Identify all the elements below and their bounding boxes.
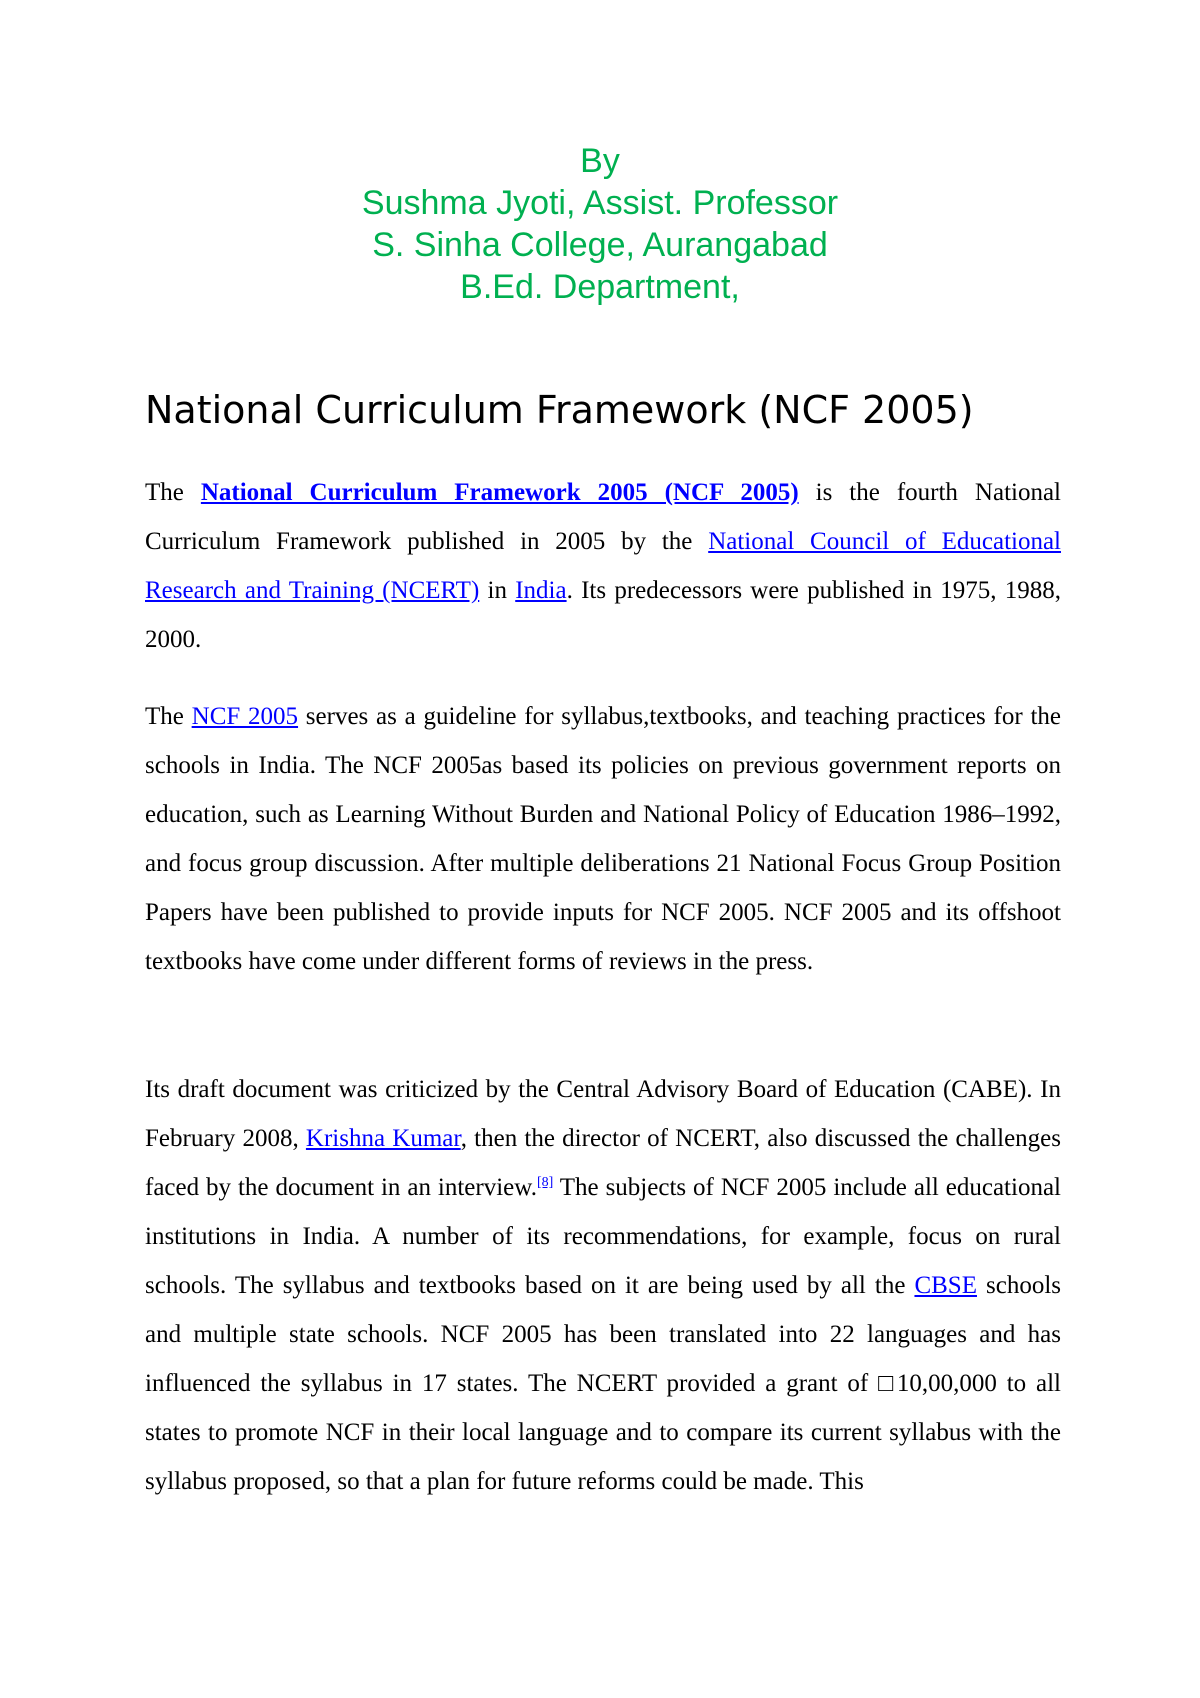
paragraph-text: is the fourth National Curriculum Framework published in 2005 by the [145, 479, 1062, 555]
paragraph-text: The [145, 479, 201, 506]
paragraph-text: The subjects of NCF 2005 include all educational institutions in India. A number of its recommendations, for example, focus on rural schools. The syllabus and textbooks based on it are being used by all the [145, 1174, 1061, 1299]
paragraph-intro [145, 468, 1061, 664]
paragraph-criticism [145, 1065, 1061, 1506]
author-byline [0, 140, 1200, 308]
paragraph-text: . Its predecessors were published in 1975, 1988, 2000. [145, 577, 1061, 653]
paragraph-text: Its draft document was criticized by the Central Advisory Board of Education (CABE). In February 2008, [145, 1076, 1061, 1152]
link-ncert[interactable]: National Council of Educational Research and Training (NCERT) [145, 528, 1061, 604]
paragraph-guideline [145, 692, 1061, 986]
paragraph-text: The [145, 703, 192, 730]
byline-college: S. Sinha College, Aurangabad [372, 226, 828, 264]
byline-by: By [580, 142, 620, 180]
paragraph-text: , then the director of NCERT, also discussed the challenges faced by the document in an interview. [145, 1125, 1061, 1201]
byline-author: Sushma Jyoti, Assist. Professor [361, 184, 839, 222]
link-india[interactable]: India [515, 577, 567, 604]
footnote-ref [537, 1167, 553, 1191]
paragraph-text: schools and multiple state schools. NCF 2005 has been translated into 22 languages and has influenced the syllabus in 17 states. The NCERT provided a grant of □10,00,000 to all states to promote NCF in their local language and to compare its current syllabus with the syllabus proposed, so that a plan for future reforms could be made. This [145, 1272, 1062, 1495]
link-krishna-kumar[interactable]: Krishna Kumar [305, 1125, 461, 1152]
paragraph-text: in [479, 577, 516, 604]
byline-department: B.Ed. Department, [460, 268, 740, 306]
footnote-link-8[interactable]: [8] [536, 1174, 554, 1190]
paragraph-text: serves as a guideline for syllabus,textbooks, and teaching practices for the schools in India. The NCF 2005as based its policies on previous government reports on education, such as Learning Without Burden and National Policy of Education 1986–1992, and focus group discussion. After multiple deliberations 21 National Focus Group Position Papers have been published to provide inputs for NCF 2005. NCF 2005 and its offshoot textbooks have come under different forms of reviews in the press. [145, 703, 1061, 975]
link-cbse[interactable]: CBSE [914, 1272, 977, 1299]
link-ncf[interactable]: NCF 2005 [191, 703, 299, 730]
document-title: National Curriculum Framework (NCF 2005) [145, 388, 974, 432]
link-ncf-2005[interactable]: National Curriculum Framework 2005 (NCF 2005) [200, 479, 799, 506]
